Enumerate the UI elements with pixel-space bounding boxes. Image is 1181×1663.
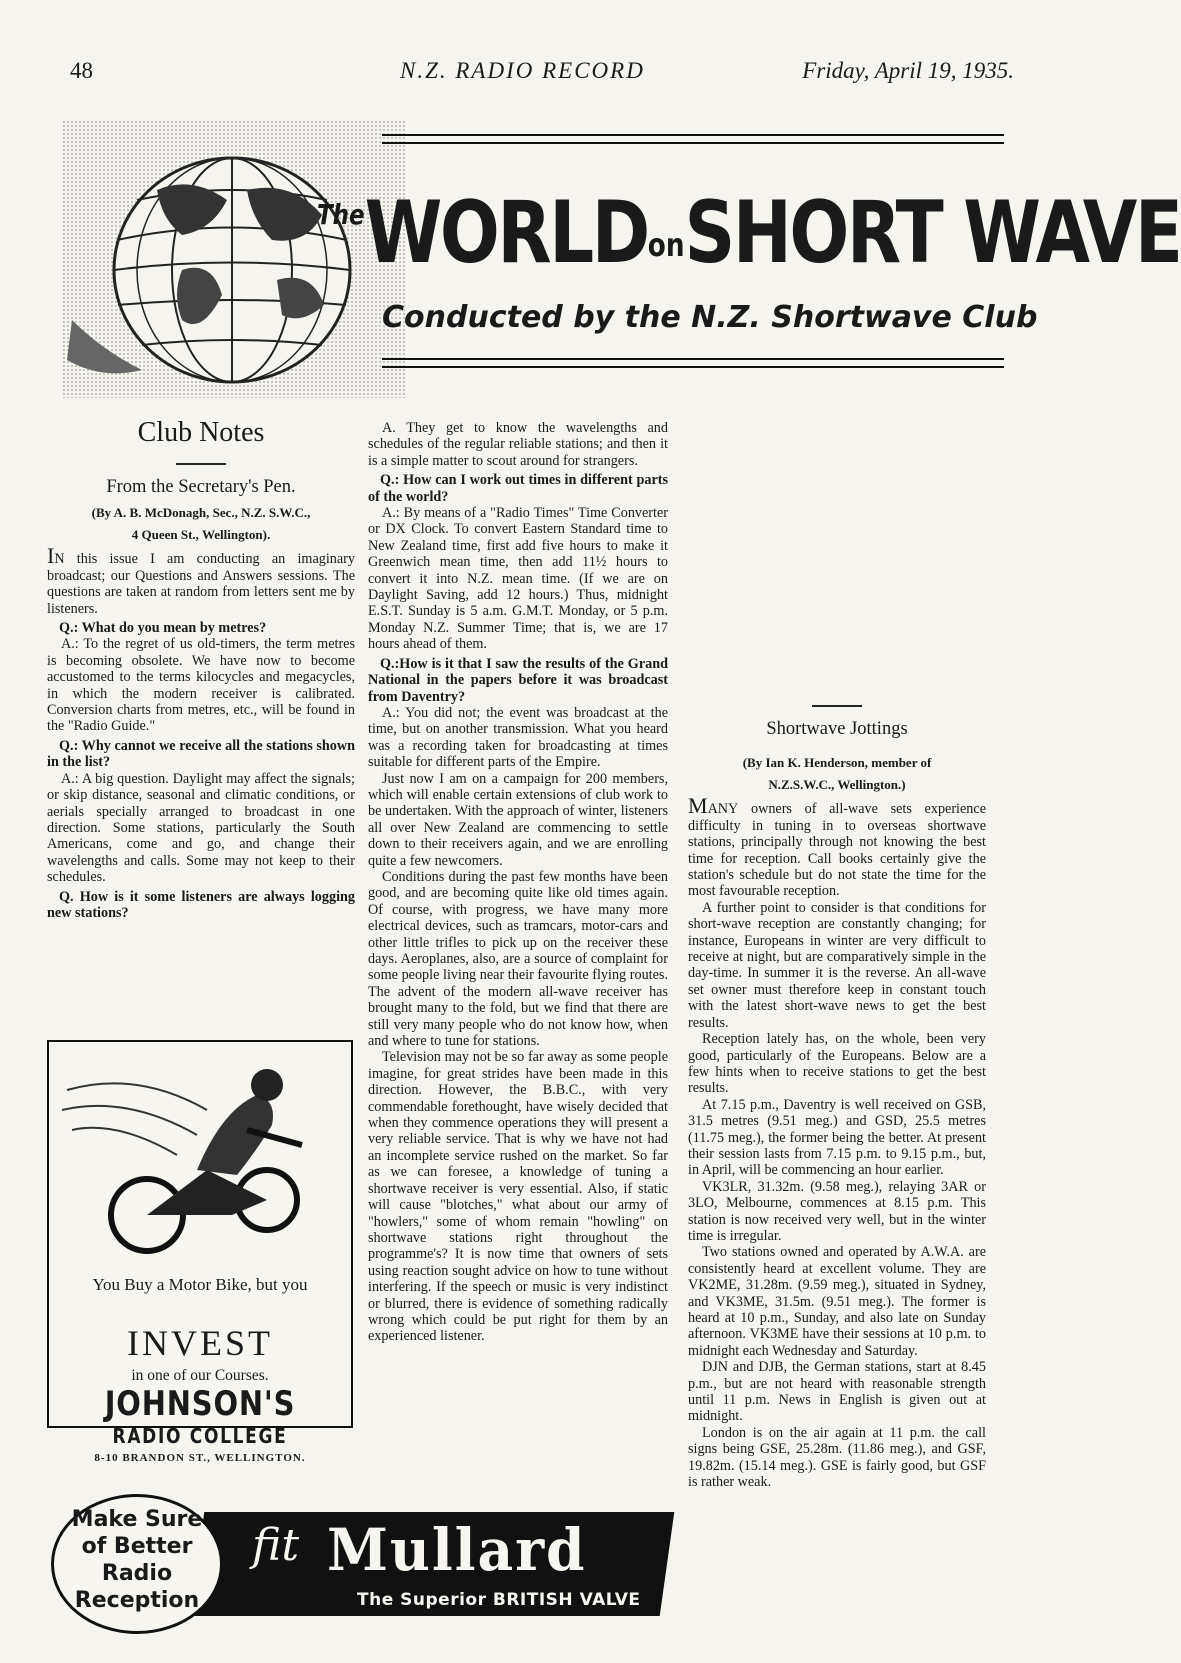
column-3 [688, 705, 986, 1490]
mullard-ad [47, 1490, 672, 1638]
jottings-byline-1: (By Ian K. Henderson, member of [742, 755, 932, 771]
answer-5: A.: You did not; the event was broadcast at the time, but on another transmission. What you heard was a recording taken for broadcasting at times suitable for different parts of the Empire. [368, 704, 668, 771]
section-title [317, 160, 1181, 283]
running-head [70, 58, 1014, 88]
jottings-paragraph-6: Two stations owned and operated by A.W.A. are consistently heard at excellent volume. They are VK2ME, 31.28m. (9.59 meg.), situated in Sydney, and VK3ME, 31.5m. (9.51 meg.). The former is heard at 10 p.m., Sunday, and also late on Sunday afternoon. VK3ME have their sessions at 10 p.m. to midnight each Wednesday and Saturday. [688, 1244, 986, 1359]
ad-radio-college: RADIO COLLEGE [112, 1424, 288, 1448]
question-2: Q.: Why cannot we receive all the stations shown in the list? [47, 737, 355, 771]
question-4: Q.: How can I work out times in different parts of the world? [368, 472, 668, 505]
ad-courses: in one of our Courses. [131, 1367, 269, 1384]
answer-1: A.: To the regret of us old-timers, the term metres is becoming obsolete. We have now to become accustomed to the terms kilocycles and megacycles, in which the modern receiver is calibrated. Conversion charts from metres, etc., will be found in the "Radio Guide." [47, 636, 355, 735]
club-notes-byline-2: 4 Queen St., Wellington). [131, 527, 271, 543]
drop-cap: M [688, 793, 708, 819]
club-notes-intro: IN this issue I am conducting an imaginary broadcast; our Questions and Answers sessions. The questions are taken at random from letters sent me by listeners. [47, 543, 355, 617]
johnsons-college-ad [47, 1040, 353, 1464]
ad-invest: INVEST [127, 1323, 273, 1363]
jottings-paragraph-3: Reception lately has, on the whole, been very good, particularly of the Europeans. Below are a few hints when to receive stations to get the best results. [688, 1031, 986, 1097]
title-the: The [317, 198, 365, 231]
mullard-tagline: The Superior BRITISH VALVE [357, 1590, 641, 1610]
motorcycle-illustration [57, 1050, 343, 1260]
title-short-wave: SHORT WAVE [684, 183, 1181, 283]
mullard-fit: fit [252, 1520, 300, 1571]
paragraph-television: Television may not be so far away as some people imagine, for great strides have been made in this direction. However, the B.B.C., with very commendable forethought, have wisely decided that when they commence operations they will present a very reliable service. That is why we have not had an incomplete service rushed on the market. So far as we can foresee, a knowledge of tuning a shortwave receiver is very essential. Also, if static will cause "blotches," what about our army of "howlers," some of whom remain "howling" on shortwave stations right throughout the programme's? It is now time that owners of sets using reaction sought advice on how to tune without interfering. If the speech or music is very indistinct or blurred, there is evidence of something radically wrong which could be put right for them by an experienced listener. [368, 1049, 668, 1345]
club-notes-heading: Club Notes [137, 417, 265, 448]
answer-2: A.: A big question. Daylight may affect the signals; or skip distance, seasonal and climatic conditions, or aerials specially arranged to broadcast in one direction. Some stations, particularly the South Americans, come and go, and change their wavelengths and calls. Some may not keep to their schedules. [47, 770, 355, 886]
page-number: 48 [70, 58, 93, 83]
ad-address: 8-10 BRANDON ST., WELLINGTON. [94, 1452, 306, 1464]
question-5: Q.:How is it that I saw the results of the Grand National in the papers before it was broadcast from Daventry? [368, 655, 668, 705]
mullard-brand: Mullard [327, 1516, 587, 1584]
issue-date: Friday, April 19, 1935. [802, 58, 1014, 83]
column-1 [47, 415, 355, 921]
banner-rule-top [382, 134, 1004, 144]
club-notes-subheading: From the Secretary's Pen. [106, 477, 296, 497]
paragraph-campaign: Just now I am on a campaign for 200 members, which will enable certain extensions of club work to be undertaken. With the approach of winter, listeners all over New Zealand are commencing to settle down to their receivers again, and we are enrolling quite a few newcomers. [368, 770, 668, 869]
jottings-paragraph-4: At 7.15 p.m., Daventry is well received on GSB, 31.5 metres (9.51 meg.) and GSD, 25.5 metres (11.75 meg.), the former being the better. At present their session lasts from 7.15 p.m. to 9.15 p.m., but, in April, will be commencing an hour earlier. [688, 1096, 986, 1179]
column-2 [368, 420, 668, 1345]
mullard-make-sure: Make Sure of Better Radio Reception [71, 1507, 203, 1613]
jottings-paragraph-8: London is on the air again at 11 p.m. the call signs being GSE, 25.28m. (11.86 meg.), and GSF, 19.82m. (15.14 meg.). GSE is fairly good, but GSF is rather weak. [688, 1424, 986, 1491]
drop-cap: I [47, 543, 55, 569]
paragraph-conditions: Conditions during the past few months have been good, and are becoming quite like old times again. Of course, with progress, we have many more electrical devices, such as tramcars, motor-cars and other little trifles to pick up on the receiver these days. Aeroplanes, also, are a source of complaint for some people living near their favourite flying routes. The advent of the modern all-wave receiver has brought many to the fold, but we find that there are still very many people who do not know how, when and where to tune for stations. [368, 868, 668, 1050]
jottings-heading: Shortwave Jottings [766, 719, 908, 739]
section-rule [812, 705, 862, 707]
question-3: Q. How is it some listeners are always logging new stations? [47, 888, 355, 921]
section-banner [62, 120, 1181, 398]
jottings-byline-2: N.Z.S.W.C., Wellington.) [768, 777, 906, 793]
banner-rule-bottom [382, 358, 1004, 368]
answer-4: A.: By means of a "Radio Times" Time Converter or DX Clock. To convert Eastern Standard time to New Zealand time, first add five hours to make it Greenwich mean time, then add 11½ hours to convert it into N.Z. mean time. (If we are on Daylight Saving, add 12 hours.) Thus, midnight E.S.T. Sunday is 5 a.m. G.M.T. Monday, or 5 p.m. Monday N.Z. Summer Time; that is, we are 17 hours ahead of them. [368, 505, 668, 653]
ad-line-1: You Buy a Motor Bike, but you [92, 1275, 308, 1294]
heading-rule [176, 463, 226, 465]
jottings-paragraph-1: MANY owners of all-wave sets experience difficulty in tuning in to overseas shortwave stations, principally through not knowing the best time for reception. Call books certainly give the station's schedule but do not state the time for the most favourable reception. [688, 793, 986, 900]
club-notes-byline-1: (By A. B. McDonagh, Sec., N.Z. S.W.C., [91, 505, 311, 521]
jottings-paragraph-7: DJN and DJB, the German stations, start at 8.45 p.m., but are not heard with reasonable strength until 11 p.m. News in English is given out at midnight. [688, 1359, 986, 1425]
answer-3: A. They get to know the wavelengths and schedules of the regular reliable stations; and then it is a simple matter to scout around for strangers. [368, 420, 668, 469]
jottings-paragraph-2: A further point to consider is that conditions for short-wave reception are constantly changing; for instance, Europeans in winter are very difficult to receive at night, but are comparatively simple in the day-time. In summer it is the reverse. An all-wave set owner must therefore keep in constant touch with the latest short-wave news to get the best results. [688, 899, 986, 1031]
title-on: on [647, 226, 685, 264]
publication-name: N.Z. RADIO RECORD [400, 58, 645, 83]
title-world: WORLD [364, 183, 648, 283]
question-1: Q.: What do you mean by metres? [59, 620, 267, 637]
jottings-paragraph-5: VK3LR, 31.32m. (9.58 meg.), relaying 3AR or 3LO, Melbourne, commences at 8.15 p.m. This station is now received very well, but in the winter time is irregular. [688, 1178, 986, 1244]
ad-college-name: JOHNSON'S [104, 1384, 296, 1424]
section-subtitle: Conducted by the N.Z. Shortwave Club [382, 300, 1038, 335]
